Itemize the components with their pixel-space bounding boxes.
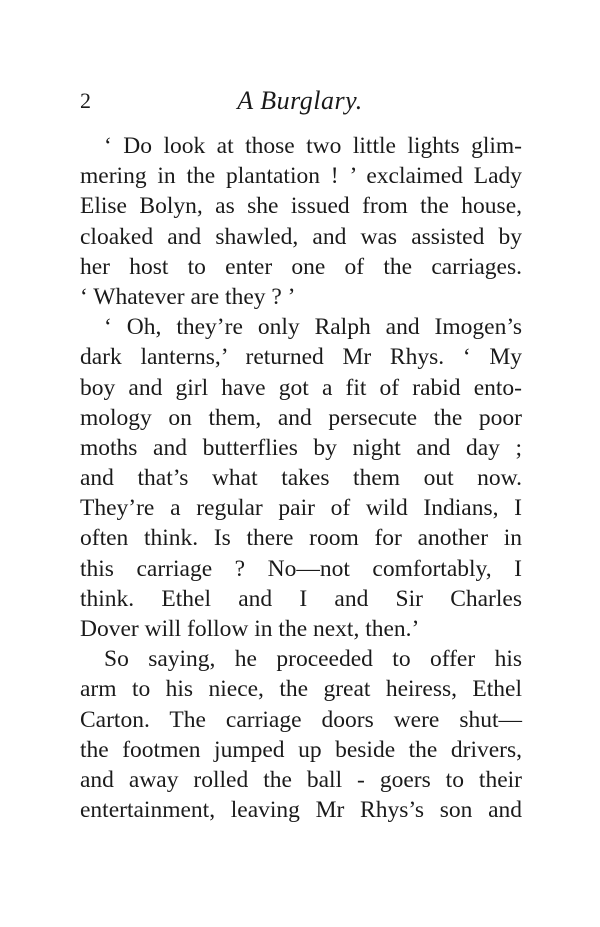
text-line: ‘ Oh, they’re only Ralph and Imogen’s	[104, 314, 522, 341]
page-number: 2	[80, 88, 91, 113]
running-title: A Burglary.	[237, 86, 363, 115]
text-line: often think. Is there room for another in	[80, 525, 522, 552]
running-head	[80, 86, 520, 116]
text-line: Dover will follow in the next, then.’	[80, 616, 420, 642]
text-line: Carton. The carriage doors were shut—	[80, 706, 522, 733]
text-line: moths and butterflies by night and day ;	[80, 434, 522, 461]
text-line: entertainment, leaving Mr Rhys’s son and	[80, 797, 522, 824]
text-line: ‘ Whatever are they ? ’	[80, 283, 296, 310]
text-line: think. Ethel and I and Sir Charles	[80, 585, 522, 612]
text-line: boy and girl have got a fit of rabid ento-	[80, 374, 522, 401]
text-line: and that’s what takes them out now.	[80, 465, 522, 492]
text-line: mering in the plantation ! ’ exclaimed Lady	[80, 163, 522, 190]
text-line: They’re a regular pair of wild Indians, I	[80, 495, 522, 522]
text-line: Elise Bolyn, as she issued from the house,	[80, 193, 522, 220]
text-line: her host to enter one of the carriages.	[80, 253, 522, 280]
text-line: and away rolled the ball - goers to their	[80, 766, 522, 793]
text-line: cloaked and shawled, and was assisted by	[80, 223, 522, 250]
text-line: the footmen jumped up beside the drivers,	[80, 736, 522, 763]
text-line: this carriage ? No—not comfortably, I	[80, 555, 522, 582]
body-text	[80, 131, 522, 825]
text-line: dark lanterns,’ returned Mr Rhys. ‘ My	[80, 344, 522, 371]
text-line: So saying, he proceeded to offer his	[104, 646, 522, 673]
text-line: ‘ Do look at those two little lights glim-	[104, 133, 522, 159]
text-line: arm to his niece, the great heiress, Ethel	[80, 676, 522, 703]
text-line: mology on them, and persecute the poor	[80, 404, 522, 431]
